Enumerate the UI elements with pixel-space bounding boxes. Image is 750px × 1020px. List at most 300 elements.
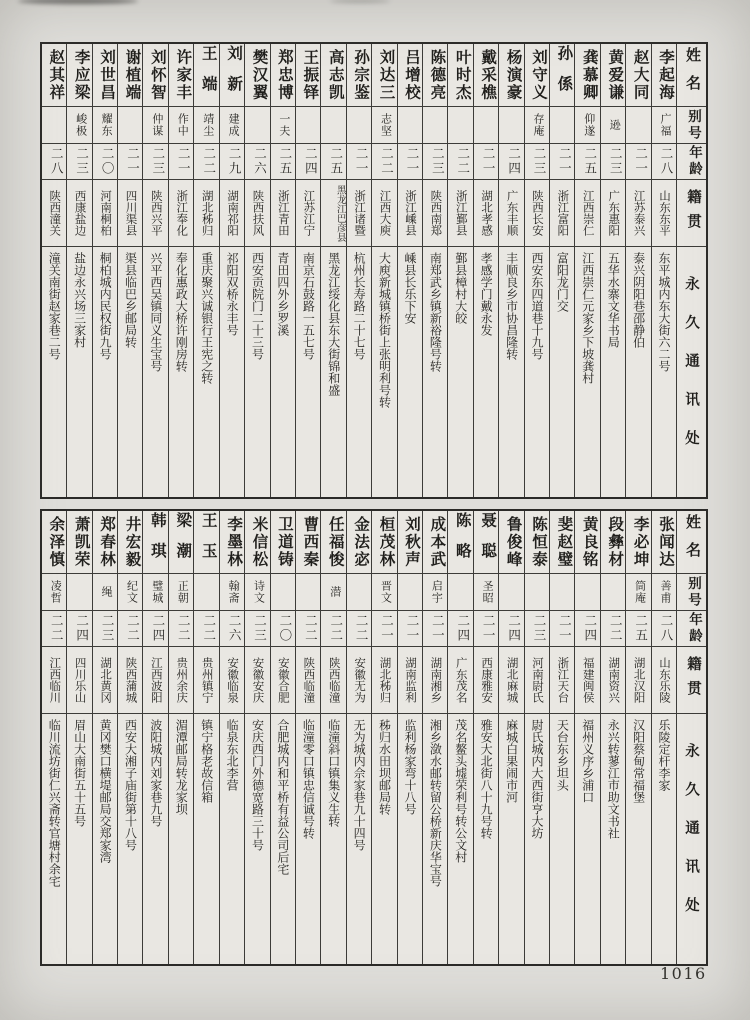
entry-address: 大庾新城镇桥街上张明利号转	[377, 252, 392, 408]
registry-table-top	[40, 42, 708, 499]
entry-origin: 浙江诸暨	[347, 180, 371, 247]
entry-age: 二八	[42, 144, 66, 180]
entry-column	[219, 511, 244, 964]
entry-column	[142, 511, 167, 964]
entry-origin: 黑龙江巴彦县	[321, 180, 345, 247]
entry-alias: 存庵	[525, 107, 549, 144]
entry-column	[168, 511, 193, 964]
entry-origin: 江西临川	[42, 647, 66, 714]
entry-age: 二二	[118, 611, 142, 647]
entry-column	[346, 511, 371, 964]
entry-age: 二三	[525, 611, 549, 647]
entry-name: 王端	[194, 44, 218, 107]
entry-age: 二一	[626, 144, 650, 180]
entry-address: 汉阳蔡甸常福堡	[631, 719, 646, 803]
entry-name: 孙係	[550, 44, 574, 107]
entry-origin: 湖北汉阳	[626, 647, 650, 714]
entry-name: 黄爱谦	[601, 44, 625, 107]
entry-address: 孝感学门戴永发	[479, 252, 494, 336]
entry-origin: 安徽无为	[347, 647, 371, 714]
entry-origin: 陕西蒲城	[118, 647, 142, 714]
entry-age: 二一	[474, 611, 498, 647]
entry-age: 二四	[448, 611, 472, 647]
entry-address: 潼关南街赵家巷二号	[47, 252, 62, 360]
entry-alias	[474, 107, 498, 144]
header-column	[676, 44, 706, 497]
entry-age: 二八	[652, 611, 676, 647]
entry-age: 二一	[398, 144, 422, 180]
entry-origin: 贵州镇宁	[194, 647, 218, 714]
entry-alias	[499, 107, 523, 144]
entry-age: 二一	[423, 611, 447, 647]
entry-origin: 贵州余庆	[169, 647, 193, 714]
entry-column	[320, 44, 345, 497]
entry-address: 南郑武乡镇新裕隆号转	[428, 252, 443, 372]
entry-address: 黄冈樊口横堤邮局交郑家湾	[98, 719, 113, 863]
entry-alias: 启宇	[423, 574, 447, 611]
entry-address: 杭州长寿路二十七号	[352, 252, 367, 360]
entry-origin: 陕西临潼	[296, 647, 320, 714]
entry-name: 余泽慎	[42, 511, 66, 574]
entry-address: 富阳龙门交	[555, 252, 570, 312]
entry-age: 二三	[423, 144, 447, 180]
entry-alias: 纪文	[118, 574, 142, 611]
entry-column	[651, 44, 676, 497]
entry-address: 黑龙江绥化县东大街锦和盛	[326, 252, 341, 396]
entry-age: 二一	[474, 144, 498, 180]
entry-address: 东平城内东大街六二号	[657, 252, 671, 372]
entry-column	[625, 511, 650, 964]
entry-address: 茂名鳌头墟荣利号转公文村	[453, 719, 468, 863]
entry-column	[42, 44, 66, 497]
entry-column	[295, 44, 320, 497]
entry-origin: 安徽临泉	[220, 647, 244, 714]
entry-alias: 峻极	[67, 107, 91, 144]
entry-name: 卫道铸	[271, 511, 295, 574]
entry-age: 二一	[398, 611, 422, 647]
entry-name: 萧凯荣	[67, 511, 91, 574]
entry-address: 监利杨家弯十八号	[402, 719, 417, 815]
entry-column	[447, 44, 472, 497]
entry-name: 许家丰	[169, 44, 193, 107]
header-name: 姓名	[677, 44, 706, 107]
entry-alias: 仲谋	[143, 107, 167, 144]
entry-origin: 浙江天台	[550, 647, 574, 714]
entry-age: 二〇	[93, 144, 117, 180]
entry-alias	[398, 107, 422, 144]
entry-name: 陈恒泰	[525, 511, 549, 574]
entry-age: 二二	[372, 144, 396, 180]
entry-name: 鲁俊峰	[499, 511, 523, 574]
entry-age: 二三	[245, 611, 269, 647]
entry-age: 二五	[626, 611, 650, 647]
entry-name: 孙宗鉴	[347, 44, 371, 107]
entry-age: 二三	[601, 144, 625, 180]
entry-alias: 广福	[652, 107, 676, 144]
entry-alias	[245, 107, 269, 144]
entry-age: 二二	[194, 611, 218, 647]
entry-age: 二一	[550, 611, 574, 647]
entry-alias: 仰遂	[575, 107, 599, 144]
entry-alias: 耀东	[93, 107, 117, 144]
entry-name: 任福悛	[321, 511, 345, 574]
entry-name: 张闻达	[652, 511, 676, 574]
entry-name: 井宏毅	[118, 511, 142, 574]
entry-alias	[118, 107, 142, 144]
entry-name: 樊汉翼	[245, 44, 269, 107]
entry-origin: 山东东平	[652, 180, 676, 247]
entry-alias	[67, 574, 91, 611]
entry-address: 江西崇仁元家乡下坡龚村	[580, 252, 595, 384]
entry-alias: 潜	[321, 574, 345, 611]
entry-column	[600, 511, 625, 964]
entry-name: 斐赵璧	[550, 511, 574, 574]
entry-column	[473, 44, 498, 497]
entry-origin: 江西波阳	[143, 647, 167, 714]
entry-column	[66, 511, 91, 964]
entry-name: 王玉	[194, 511, 218, 574]
entry-address: 湘乡潋水邮转留公桥新庆华宝号	[428, 719, 443, 887]
entry-alias: 凌哲	[42, 574, 66, 611]
entry-name: 刘达三	[372, 44, 396, 107]
entry-origin: 四川渠县	[118, 180, 142, 247]
entry-name: 成本武	[423, 511, 447, 574]
entry-address: 西安东四道巷十九号	[529, 252, 544, 360]
entry-alias	[321, 107, 345, 144]
entry-alias	[271, 574, 295, 611]
entry-origin: 湖南监利	[398, 647, 422, 714]
entry-origin: 浙江嵊县	[398, 180, 422, 247]
entry-origin: 陕西临潼	[321, 647, 345, 714]
entry-origin: 广东茂名	[448, 647, 472, 714]
entry-age: 二三	[67, 144, 91, 180]
entry-column	[66, 44, 91, 497]
entry-alias: 一夫	[271, 107, 295, 144]
entry-address: 盐边永兴场三家村	[72, 252, 87, 348]
header-alias: 别号	[677, 574, 706, 611]
entry-address: 秭归水田坝邮局转	[377, 719, 392, 815]
entry-name: 段彝材	[601, 511, 625, 574]
entry-alias	[626, 107, 650, 144]
entry-age: 二四	[575, 611, 599, 647]
entry-address: 乐陵定杆李家	[657, 719, 671, 791]
entry-origin: 浙江鄞县	[448, 180, 472, 247]
entry-column	[422, 511, 447, 964]
entry-origin: 河南桐柏	[93, 180, 117, 247]
entry-address: 临潼零口镇忠信诚号转	[301, 719, 316, 839]
entry-origin: 广东丰顺	[499, 180, 523, 247]
header-alias: 别号	[677, 107, 706, 144]
entry-address: 西安贡院门二十三号	[250, 252, 265, 360]
entry-column	[117, 511, 142, 964]
entry-name: 刘秋声	[398, 511, 422, 574]
entry-age: 二三	[143, 144, 167, 180]
entry-alias	[550, 107, 574, 144]
entry-name: 曹西秦	[296, 511, 320, 574]
entry-age: 二二	[194, 144, 218, 180]
entry-column	[473, 511, 498, 964]
entry-origin: 安徽安庆	[245, 647, 269, 714]
entry-age: 二五	[271, 144, 295, 180]
entry-name: 韩琪	[143, 511, 167, 574]
entry-origin: 湖南湘乡	[423, 647, 447, 714]
entry-address: 嵊县长乐下安	[402, 252, 417, 324]
entry-name: 谢植端	[118, 44, 142, 107]
entry-address: 鄞县樟村大皎	[453, 252, 468, 324]
entry-name: 李墨林	[220, 511, 244, 574]
entry-name: 陈德亮	[423, 44, 447, 107]
entry-alias	[296, 107, 320, 144]
entry-alias	[296, 574, 320, 611]
entry-origin: 江西大庾	[372, 180, 396, 247]
entry-column	[549, 44, 574, 497]
entry-address: 无为城内佘家巷九十四号	[352, 719, 367, 851]
entry-address: 临泉东北李营	[225, 719, 240, 791]
entry-name: 聂聪	[474, 511, 498, 574]
entry-address: 临川流坊街仁兴斋转官塘村余宅	[47, 719, 62, 887]
entry-origin: 江西崇仁	[575, 180, 599, 247]
entry-age: 二五	[321, 144, 345, 180]
entry-address: 五华水寨文华书局	[606, 252, 621, 348]
header-address: 永久通讯处	[683, 275, 699, 469]
entry-address: 桐柏城内民权街九号	[98, 252, 113, 360]
entry-origin: 湖北秭归	[194, 180, 218, 247]
page-number: 1016	[660, 964, 707, 983]
entry-column	[92, 511, 117, 964]
entry-name: 赵其祥	[42, 44, 66, 107]
entry-column	[320, 511, 345, 964]
entry-column	[397, 511, 422, 964]
header-column	[676, 511, 706, 964]
entry-name: 李应梁	[67, 44, 91, 107]
entry-age: 二〇	[271, 611, 295, 647]
entry-address: 渠县临巴乡邮局转	[123, 252, 138, 348]
entry-alias: 翰斋	[220, 574, 244, 611]
entry-column	[270, 44, 295, 497]
entry-origin: 湖北孝感	[474, 180, 498, 247]
entry-alias: 善甫	[652, 574, 676, 611]
entry-origin: 江苏泰兴	[626, 180, 650, 247]
entry-age: 二五	[575, 144, 599, 180]
entry-alias: 靖尘	[194, 107, 218, 144]
table-columns	[40, 509, 708, 966]
entry-column	[422, 44, 447, 497]
entry-origin: 浙江青田	[271, 180, 295, 247]
entry-alias	[448, 574, 472, 611]
entry-column	[219, 44, 244, 497]
entry-address: 青田四外乡罗溪	[275, 252, 290, 336]
entry-address: 西安大湘子庙街第十八号	[123, 719, 138, 851]
entry-address: 祁阳双桥永丰号	[225, 252, 240, 336]
entry-alias	[194, 574, 218, 611]
entry-origin: 安徽合肥	[271, 647, 295, 714]
entry-address: 重庆聚兴诚银行王宪之转	[199, 252, 214, 384]
entry-address: 丰顺良乡市协昌隆转	[504, 252, 519, 360]
entry-column	[295, 511, 320, 964]
scan-smudge	[330, 0, 390, 3]
header-age: 年龄	[677, 611, 706, 647]
entry-name: 黄良铭	[575, 511, 599, 574]
header-age: 年龄	[677, 144, 706, 180]
entry-alias: 作中	[169, 107, 193, 144]
entry-origin: 四川乐山	[67, 647, 91, 714]
entry-column	[600, 44, 625, 497]
entry-origin: 西康雅安	[474, 647, 498, 714]
entry-alias	[575, 574, 599, 611]
entry-alias	[550, 574, 574, 611]
entry-age: 二一	[550, 144, 574, 180]
entry-age: 二一	[169, 144, 193, 180]
entry-alias: 逊	[601, 107, 625, 144]
entry-alias	[448, 107, 472, 144]
entry-origin: 陕西南郑	[423, 180, 447, 247]
entry-name: 郑忠博	[271, 44, 295, 107]
entry-column	[651, 511, 676, 964]
entry-origin: 湖南资兴	[601, 647, 625, 714]
entry-address: 镇宁格老故信箱	[199, 719, 214, 803]
entry-column	[524, 511, 549, 964]
header-origin: 籍贯	[677, 647, 706, 714]
entry-column	[397, 44, 422, 497]
entry-age: 二一	[347, 144, 371, 180]
entry-address: 尉氏城内大西街亨大坊	[529, 719, 544, 839]
entry-age: 二四	[499, 144, 523, 180]
entry-name: 李必坤	[626, 511, 650, 574]
entry-column	[498, 44, 523, 497]
entry-name: 梁潮	[169, 511, 193, 574]
entry-age: 二九	[220, 144, 244, 180]
entry-column	[549, 511, 574, 964]
entry-column	[244, 511, 269, 964]
entry-column	[270, 511, 295, 964]
entry-address: 南京石鼓路一五七号	[301, 252, 316, 360]
entry-alias: 晋文	[372, 574, 396, 611]
header-address: 永久通讯处	[683, 742, 699, 936]
entry-name: 刘世昌	[93, 44, 117, 107]
entry-address: 福州义序乡浦口	[580, 719, 595, 803]
entry-name: 金法宓	[347, 511, 371, 574]
entry-address: 天台东乡坦头	[555, 719, 570, 791]
entry-age: 二三	[93, 611, 117, 647]
entry-name: 刘新	[220, 44, 244, 107]
entry-alias: 诗文	[245, 574, 269, 611]
entry-name: 米信松	[245, 511, 269, 574]
entry-address: 兴平西吴镇同义生宝号	[148, 252, 163, 372]
directory-tables	[40, 42, 708, 976]
entry-age: 二二	[601, 611, 625, 647]
entry-column	[371, 44, 396, 497]
entry-address: 安庆西门外德宽路三十号	[250, 719, 265, 851]
entry-alias: 绳	[93, 574, 117, 611]
entry-origin: 陕西潼关	[42, 180, 66, 247]
entry-address: 奉化惠政大桥许刚房转	[174, 252, 189, 372]
entry-alias	[42, 107, 66, 144]
entry-origin: 湖北秭归	[372, 647, 396, 714]
entry-origin: 西康盐边	[67, 180, 91, 247]
entry-column	[193, 511, 218, 964]
registry-table-bottom	[40, 509, 708, 966]
entry-alias	[525, 574, 549, 611]
entry-name: 龚慕卿	[575, 44, 599, 107]
entry-age: 二六	[245, 144, 269, 180]
entry-age: 二四	[499, 611, 523, 647]
entry-age: 二二	[448, 144, 472, 180]
entry-name: 郑春林	[93, 511, 117, 574]
entry-address: 雅安大北街八十九号转	[479, 719, 494, 839]
entry-name: 陈略	[448, 511, 472, 574]
entry-address: 波阳城内刘家巷九号	[148, 719, 163, 827]
entry-age: 二八	[652, 144, 676, 180]
entry-origin: 陕西兴平	[143, 180, 167, 247]
entry-column	[574, 511, 599, 964]
entry-origin: 湖北麻城	[499, 647, 523, 714]
entry-origin: 陕西长安	[525, 180, 549, 247]
entry-age: 二二	[321, 611, 345, 647]
entry-alias: 璧城	[143, 574, 167, 611]
entry-column	[42, 511, 66, 964]
entry-address: 永兴转蓼江市助文书社	[606, 719, 621, 839]
entry-age: 二二	[42, 611, 66, 647]
entry-column	[92, 44, 117, 497]
entry-column	[193, 44, 218, 497]
entry-column	[244, 44, 269, 497]
header-origin: 籍贯	[677, 180, 706, 247]
entry-column	[447, 511, 472, 964]
entry-origin: 河南尉氏	[525, 647, 549, 714]
entry-address: 眉山大南街五十五号	[72, 719, 87, 827]
entry-column	[346, 44, 371, 497]
entry-alias: 圣昭	[474, 574, 498, 611]
entry-alias	[601, 574, 625, 611]
scan-smudge	[18, 0, 138, 4]
entry-address: 麻城白果闹市河	[504, 719, 519, 803]
entry-origin: 湖南祁阳	[220, 180, 244, 247]
entry-address: 湄潭邮局转龙家坝	[174, 719, 189, 815]
entry-alias: 筒庵	[626, 574, 650, 611]
entry-name: 吕增校	[398, 44, 422, 107]
entry-column	[117, 44, 142, 497]
entry-alias	[423, 107, 447, 144]
entry-name: 李起海	[652, 44, 676, 107]
entry-age: 二四	[67, 611, 91, 647]
entry-age: 二一	[372, 611, 396, 647]
entry-alias	[499, 574, 523, 611]
entry-address: 泰兴阴阳巷邵静伯	[631, 252, 646, 348]
entry-column	[625, 44, 650, 497]
entry-origin: 浙江富阳	[550, 180, 574, 247]
entry-column	[498, 511, 523, 964]
entry-column	[168, 44, 193, 497]
entry-column	[142, 44, 167, 497]
entry-origin: 湖北黄冈	[93, 647, 117, 714]
entry-alias: 正朝	[169, 574, 193, 611]
entry-origin: 江苏江宁	[296, 180, 320, 247]
entry-column	[524, 44, 549, 497]
entry-alias	[347, 107, 371, 144]
entry-origin: 山东乐陵	[652, 647, 676, 714]
entry-origin: 广东惠阳	[601, 180, 625, 247]
entry-address: 临潼斜口镇集义生转	[326, 719, 341, 827]
entry-name: 桓茂林	[372, 511, 396, 574]
entry-age: 二四	[296, 144, 320, 180]
entry-column	[371, 511, 396, 964]
table-columns	[40, 42, 708, 499]
entry-name: 杨演豪	[499, 44, 523, 107]
header-name: 姓名	[677, 511, 706, 574]
entry-alias	[398, 574, 422, 611]
entry-age: 二六	[220, 611, 244, 647]
entry-age: 二二	[347, 611, 371, 647]
